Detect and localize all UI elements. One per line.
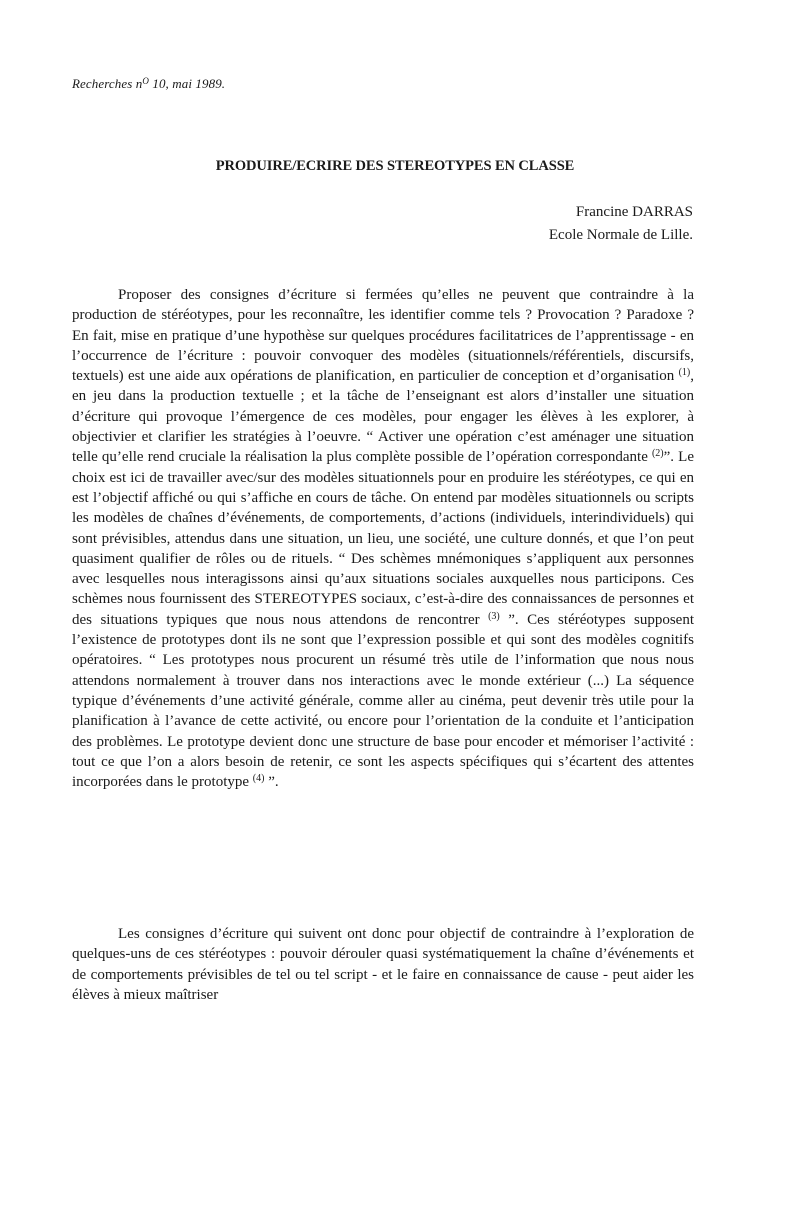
paragraph-text: Proposer des consignes d’écriture si fermées qu’elles ne peuvent que contraindre à la production de stéréotypes, pour les reconnaître, les identifier comme tels ? Provocation ? Paradoxe ? En fait, mise en pratique d’une hypothèse sur quelques procédures facilitatrices de l’apprentissage - en l’occurrence de l’écriture : pouvoir convoquer des modèles (situationnels/référentiels, discursifs, textuels) est une aide aux opérations de planification, en particulier de conception et d’organisation xyxy=(72,287,694,385)
journal-header xyxy=(72,76,225,92)
paragraph-text: Les consignes d’écriture qui suivent ont donc pour objectif de contraindre à l’exploration de quelques-uns de ces stéréotypes : pouvoir dérouler quasi systématiquement la chaîne d’événements et de comportements prévisibles de tel ou tel script - et le faire en connaissance de cause - peut aider les élèves à mieux maîtriser xyxy=(72,926,694,1003)
paragraph-text: ”. Ces stéréotypes supposent l’existence de prototypes dont ils ne sont que l’expression possible et qui sont des modèles cognitifs opératoires. “ Les prototypes nous procurent un résumé très utile de l’information que nous nous attendons normalement à trouver dans nos interactions avec le monde extérieur (...) La séquence typique d’événements d’une activité générale, comme aller au cinéma, peut devenir très utile pour la planification à l’avance de cette activité, ou encore pour l’orientation de la conduite et l’anticipation des problèmes. Le prototype devient donc une structure de base pour encoder et mémoriser l’activité : tout ce que l’on a alors besoin de retenir, ce sont les aspects spécifiques qui s’écartent des attentes incorporées dans le prototype xyxy=(72,611,694,791)
footnote-ref-3: (3) xyxy=(488,610,500,622)
journal-name: Recherches n xyxy=(72,76,143,91)
body-paragraph-2 xyxy=(72,924,694,1005)
paragraph-text: ”. Le choix est ici de travailler avec/sur des modèles situationnels pour en produire les stéréotypes, ce qui en est l’objectif affiché ou qui s’affiche en cours de tâche. On entend par modèles situationnels ou scripts les modèles de chaînes d’événements, de comportements, d’actions (individuels, interindividuels) qui sont prévisibles, attendus dans une situation, un lieu, une société, une culture donnés, et que l’on peut quasiment qualifier de rôles ou de rituels. “ Des schèmes mnémoniques s’appliquent aux personnes avec lesquelles nous interagissons ainsi qu’aux situations sociales auxquelles nous participons. Ces schèmes nous fournissent des STEREOTYPES sociaux, c’est-à-dire des connaissances de personnes et des situations typiques que nous nous attendons de rencontrer xyxy=(72,449,694,628)
journal-issue: 10, mai 1989. xyxy=(149,76,226,91)
paragraph-text: ”. xyxy=(264,774,279,791)
body-paragraph-1 xyxy=(72,285,694,792)
author-affiliation: Ecole Normale de Lille. xyxy=(548,227,693,243)
author-block xyxy=(549,201,693,247)
paragraph-text: , en jeu dans la production textuelle ; et la tâche de l’enseignant est alors d’installer une situation d’écriture qui provoque l’émergence de ces modèles, pour engager les élèves à les explorer, à objectivier et clarifier les stratégies à l’oeuvre. “ Activer une opération c’est aménager une situation telle qu’elle rend cruciale la réalisation la plus complète possible de l’opération correspondante xyxy=(72,368,694,466)
footnote-ref-2: (2) xyxy=(651,448,664,460)
footnote-ref-4: (4) xyxy=(252,773,265,785)
author-name: Francine DARRAS xyxy=(575,204,693,220)
article-title: PRODUIRE/ECRIRE DES STEREOTYPES EN CLASSE xyxy=(215,158,575,174)
footnote-ref-1: (1) xyxy=(678,367,691,379)
journal-number-sign: O xyxy=(142,76,149,86)
